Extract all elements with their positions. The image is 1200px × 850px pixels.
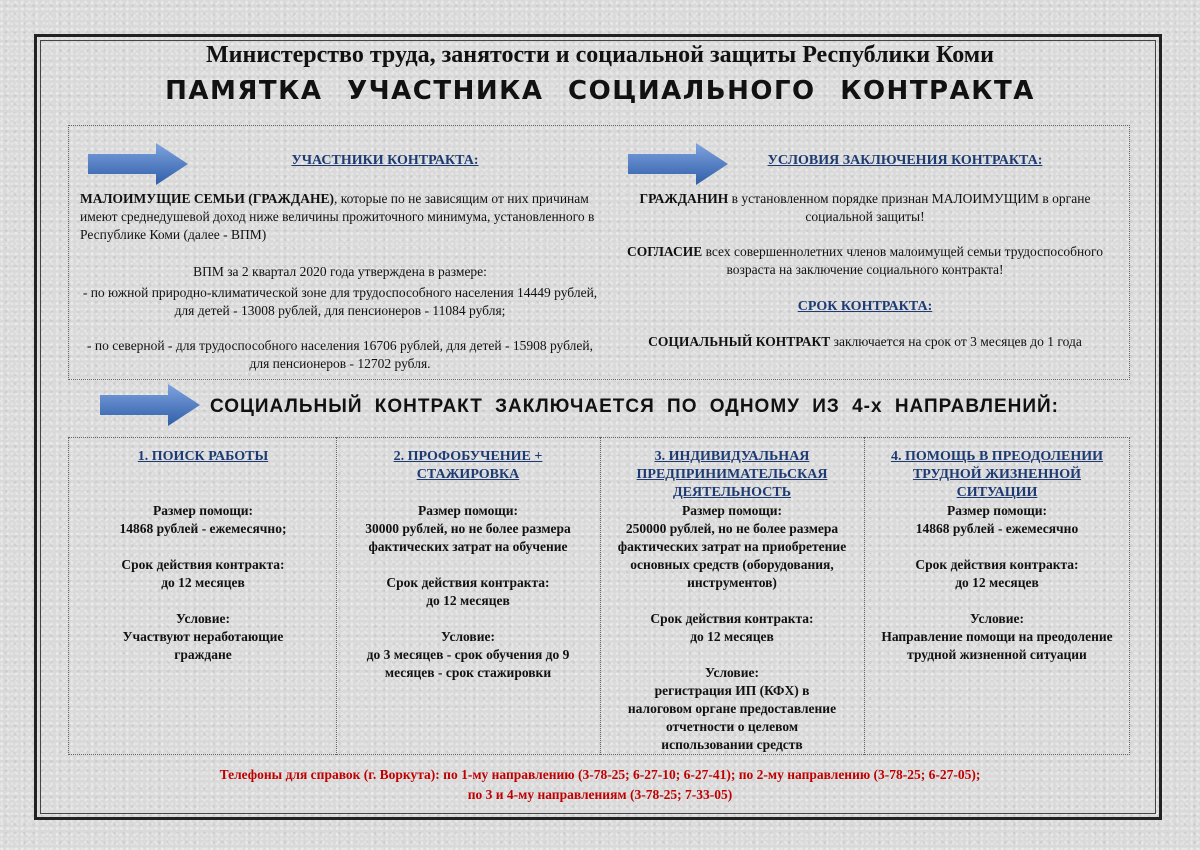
direction-4-title: 4. ПОМОЩЬ В ПРЕОДОЛЕНИИ ТРУДНОЙ ЖИЗНЕННОЙ СИТУАЦИИ	[890, 449, 1104, 500]
aid-value: 30000 рублей, но не более размера фактических затрат на обучение	[365, 521, 571, 554]
term-label: Срок действия контракта:	[121, 557, 285, 572]
vpm-line: ВПМ за 2 квартал 2020 года утверждена в размере:	[193, 264, 487, 279]
direction-1-title: 1. ПОИСК РАБОТЫ	[137, 449, 269, 464]
term-bold: СОЦИАЛЬНЫЙ КОНТРАКТ	[648, 334, 831, 349]
term-label: Срок действия контракта:	[915, 557, 1079, 572]
consent-condition	[615, 243, 1115, 279]
citizen-condition	[615, 190, 1115, 226]
term-value: до 12 месяцев	[161, 575, 245, 590]
term-condition	[600, 333, 1130, 351]
term-text: заключается на срок от 3 месяцев до 1 года	[830, 334, 1082, 349]
direction-2-title: 2. ПРОФОБУЧЕНИЕ + СТАЖИРОВКА	[393, 449, 543, 482]
participants-intro	[80, 190, 600, 244]
right-arrow-icon	[88, 143, 188, 185]
condition-value: Направление помощи на преодоление трудной жизненной ситуации	[881, 629, 1113, 662]
aid-value: 250000 рублей, но не более размера фактических затрат на приобретение основных средств (оборудования, инструментов)	[617, 521, 847, 590]
citizen-text: в установленном порядке признан МАЛОИМУЩИМ в органе социальной защиты!	[728, 191, 1091, 224]
aid-label: Размер помощи:	[681, 503, 782, 518]
participants-intro-text: , которые по не зависящим от них причинам имеют среднедушевой доход ниже величины прожиточного минимума, установленного в Республике Коми (далее - ВПМ)	[80, 191, 595, 242]
term-value: до 12 месяцев	[955, 575, 1039, 590]
phone-line-2: по 3 и 4-му направлениям (3-78-25; 7-33-05)	[467, 787, 733, 802]
column-divider	[600, 437, 601, 755]
column-divider	[336, 437, 337, 755]
participants-title: УЧАСТНИКИ КОНТРАКТА:	[291, 153, 479, 168]
right-arrow-icon	[628, 143, 728, 185]
consent-text: всех совершеннолетних членов малоимущей семьи трудоспособного возраста на заключение социального контракта!	[702, 244, 1103, 277]
term-label: Срок действия контракта:	[650, 611, 814, 626]
condition-label: Условие:	[441, 629, 495, 644]
participants-bold-lead: МАЛОИМУЩИЕ СЕМЬИ (ГРАЖДАНЕ)	[80, 191, 334, 206]
term-label: Срок действия контракта:	[386, 575, 550, 590]
column-divider	[864, 437, 865, 755]
condition-label: Условие:	[176, 611, 230, 626]
aid-label: Размер помощи:	[417, 503, 518, 518]
term-title: СРОК КОНТРАКТА:	[797, 299, 933, 314]
aid-label: Размер помощи:	[946, 503, 1047, 518]
term-value: до 12 месяцев	[690, 629, 774, 644]
citizen-bold: ГРАЖДАНИН	[639, 191, 729, 206]
aid-label: Размер помощи:	[152, 503, 253, 518]
condition-label: Условие:	[705, 665, 759, 680]
condition-value: регистрация ИП (КФХ) в налоговом органе предоставление отчетности о целевом использовании средств	[627, 683, 837, 752]
consent-bold: СОГЛАСИЕ	[627, 244, 703, 259]
vpm-north: - по северной - для трудоспособного населения 16706 рублей, для детей - 15908 рублей, для пенсионеров - 12702 рубля.	[87, 338, 593, 371]
right-arrow-icon	[100, 384, 200, 426]
ministry-title: Министерство труда, занятости и социальной защиты Республики Коми	[206, 42, 994, 68]
directions-heading: СОЦИАЛЬНЫЙ КОНТРАКТ ЗАКЛЮЧАЕТСЯ ПО ОДНОМУ ИЗ 4-х НАПРАВЛЕНИЙ:	[210, 396, 1060, 417]
phone-line-1: Телефоны для справок (г. Воркута): по 1-му направлению (3-78-25; 6-27-10; 6-27-41); по 2-му направлению (3-78-25; 6-27-05);	[219, 767, 981, 782]
direction-1-body	[72, 502, 334, 682]
direction-2-body	[340, 502, 596, 700]
direction-4-body	[867, 502, 1127, 682]
condition-label: Условие:	[970, 611, 1024, 626]
conditions-title: УСЛОВИЯ ЗАКЛЮЧЕНИЯ КОНТРАКТА:	[767, 153, 1043, 168]
aid-value: 14868 рублей - ежемесячно	[915, 521, 1079, 536]
vpm-south: - по южной природно-климатической зоне для трудоспособного населения 14449 рублей, для детей - 13008 рублей, для пенсионеров - 11084 рубля;	[82, 285, 598, 318]
term-value: до 12 месяцев	[426, 593, 510, 608]
aid-value: 14868 рублей - ежемесячно;	[119, 521, 287, 536]
condition-value: Участвуют неработающие граждане	[122, 629, 284, 662]
direction-3-title: 3. ИНДИВИДУАЛЬНАЯ ПРЕДПРИНИМАТЕЛЬСКАЯ ДЕЯТЕЛЬНОСТЬ	[636, 449, 828, 500]
condition-value: до 3 месяцев - срок обучения до 9 месяцев - срок стажировки	[366, 647, 570, 680]
direction-3-body	[603, 502, 861, 772]
memo-title: ПАМЯТКА УЧАСТНИКА СОЦИАЛЬНОГО КОНТРАКТА	[165, 76, 1035, 106]
phone-info	[60, 765, 1140, 805]
